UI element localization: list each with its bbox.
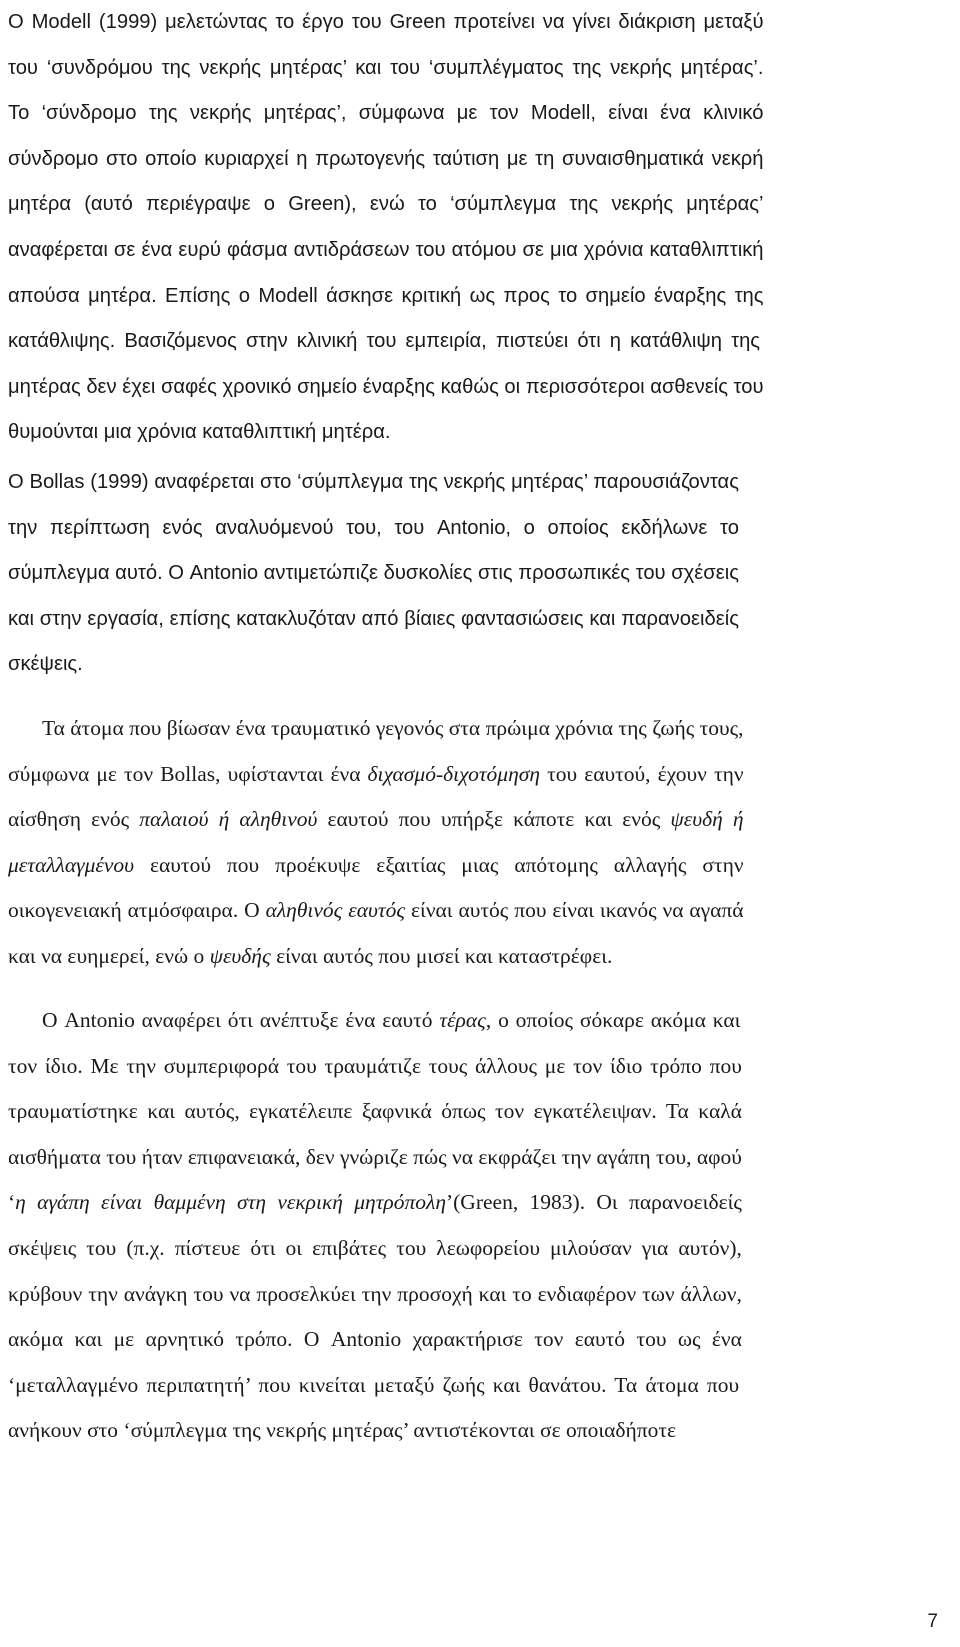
text-run: και να ευημερεί, ενώ ο — [8, 943, 210, 968]
text-line — [8, 1363, 742, 1409]
text-run: κρύβουν την ανάγκη του να προσελκύει την προσοχή και το ενδιαφέρον των άλλων, — [8, 1281, 742, 1306]
text-run: Τα άτομα που βίωσαν ένα τραυματικό γεγονός στα πρώιμα χρόνια της ζωής τους, — [42, 716, 744, 740]
text-line: μητέρας δεν έχει σαφές χρονικό σημείο έναρξης καθώς οι περισσότεροι ασθενείς του — [8, 375, 764, 398]
text-line — [8, 1135, 742, 1181]
text-line — [8, 1272, 742, 1318]
italic-phrase: η αγάπη είναι θαμμένη στη νεκρική μητρόπολη — [15, 1190, 446, 1215]
text-line: απούσα μητέρα. Επίσης ο Modell άσκησε κριτική ως προς το σημείο έναρξης της — [8, 284, 764, 307]
text-line: κατάθλιψης. Βασιζόμενος στην κλινική του εμπειρία, πιστεύει ότι η κατάθλιψη της — [8, 330, 761, 353]
text-line: την περίπτωση ενός αναλυόμενού του, του Antonio, ο οποίος εκδήλωνε το — [8, 516, 739, 539]
paragraph-modell — [8, 0, 764, 456]
text-line — [8, 1089, 742, 1135]
text-line — [8, 1317, 742, 1363]
text-line — [8, 1180, 742, 1226]
text-run: εαυτού που υπήρξε κάποτε και ενός — [317, 807, 671, 832]
text-run: αισθήματα του ήταν επιφανειακά, δεν γνώριζε πώς να εκφράζει την αγάπη του, αφού — [8, 1144, 742, 1169]
text-run: τον ίδιο. Με την συμπεριφορά του τραυμάτιζε τους άλλους με τον ίδιο τρόπο που — [8, 1053, 742, 1078]
text-run: αίσθηση ενός — [8, 807, 140, 832]
text-line — [8, 998, 742, 1044]
text-line: του ‘συνδρόμου της νεκρής μητέρας’ και του ‘συμπλέγματος της νεκρής μητέρας’. — [8, 56, 764, 79]
text-run: ακόμα και με αρνητικό τρόπο. Ο Antonio χαρακτήρισε τον εαυτό του ως ένα — [8, 1327, 742, 1352]
text-run: σκέψεις του (π.χ. πίστευε ότι οι επιβάτες του λεωφορείου μιλούσαν για αυτόν), — [8, 1235, 742, 1260]
text-line — [8, 706, 744, 752]
text-run: , ο οποίος σόκαρε ακόμα και — [485, 1008, 741, 1032]
text-line: Το ‘σύνδρομο της νεκρής μητέρας’, σύμφωνα με τον Modell, είναι ένα κλινικό — [8, 102, 764, 125]
text-line — [8, 1226, 742, 1272]
page-number: 7 — [927, 1611, 938, 1632]
text-line: σκέψεις. — [8, 653, 83, 676]
paragraph-antonio — [8, 998, 742, 1454]
text-run: σύμφωνα με τον Bollas, υφίστανται ένα — [8, 761, 368, 786]
text-run: οικογενειακή ατμόσφαιρα. Ο — [8, 898, 266, 923]
text-line: Ο Bollas (1999) αναφέρεται στο ‘σύμπλεγμα της νεκρής μητέρας’ παρουσιάζοντας — [8, 471, 739, 493]
text-line: θυμούνται μια χρόνια καταθλιπτική μητέρα. — [8, 421, 391, 444]
text-line: σύμπλεγμα αυτό. Ο Antonio αντιμετώπιζε δυσκολίες στις προσωπικές του σχέσεις — [8, 562, 739, 585]
text-run: Ο Antonio αναφέρει ότι ανέπτυξε ένα εαυτό — [42, 1008, 440, 1032]
italic-phrase: παλαιού ή αληθινού — [139, 807, 318, 832]
text-line: σύνδρομο στο οποίο κυριαρχεί η πρωτογενής ταύτιση με τη συναισθηματικά νεκρή — [8, 147, 764, 170]
text-run: του εαυτού, έχουν την — [540, 761, 744, 786]
text-run: είναι αυτός που είναι ικανός να αγαπά — [405, 898, 744, 923]
text-run: τραυματίστηκε και αυτός, εγκατέλειπε ξαφνικά όπως τον εγκατέλειψαν. Τα καλά — [8, 1099, 742, 1124]
italic-phrase: αληθινός εαυτός — [265, 898, 406, 923]
italic-phrase: τέρας — [439, 1008, 486, 1032]
text-run: ανήκουν στο ‘σύμπλεγμα της νεκρής μητέρας’ αντιστέκονται σε οποιαδήποτε — [8, 1418, 677, 1443]
text-line — [8, 1044, 742, 1090]
text-line: και στην εργασία, επίσης κατακλυζόταν από βίαιες φαντασιώσεις και παρανοειδείς — [8, 607, 739, 630]
text-line — [8, 934, 744, 980]
text-line: μητέρα (αυτό περιέγραψε ο Green), ενώ το ‘σύμπλεγμα της νεκρής μητέρας’ — [8, 193, 764, 216]
text-line: αναφέρεται σε ένα ευρύ φάσμα αντιδράσεων του ατόμου σε μια χρόνια καταθλιπτική — [8, 238, 764, 261]
italic-phrase: ψευδής — [209, 943, 271, 968]
text-line — [8, 797, 744, 843]
text-run: εαυτού που προέκυψε εξαιτίας μιας απότομης αλλαγής στην — [134, 852, 744, 877]
text-run: είναι αυτός που μισεί και καταστρέφει. — [270, 943, 613, 968]
italic-phrase: μεταλλαγμένου — [8, 852, 135, 877]
text-run: ‘ — [8, 1190, 16, 1215]
text-line: Ο Modell (1999) μελετώντας το έργο του Green προτείνει να γίνει διάκριση μεταξύ — [8, 11, 764, 33]
paragraph-bollas — [8, 460, 739, 688]
text-run: ’(Green, 1983). Οι παρανοειδείς — [445, 1190, 742, 1215]
text-line — [8, 843, 744, 889]
text-line — [8, 752, 744, 798]
text-line — [8, 1408, 742, 1454]
text-line — [8, 888, 744, 934]
paragraph-split-self — [8, 706, 744, 980]
italic-phrase: ψευδή ή — [670, 807, 744, 832]
text-run: ‘μεταλλαγμένο περιπατητή’ που κινείται μεταξύ ζωής και θανάτου. Τα άτομα που — [8, 1372, 740, 1397]
italic-phrase: διχασμό-διχοτόμηση — [367, 761, 541, 786]
